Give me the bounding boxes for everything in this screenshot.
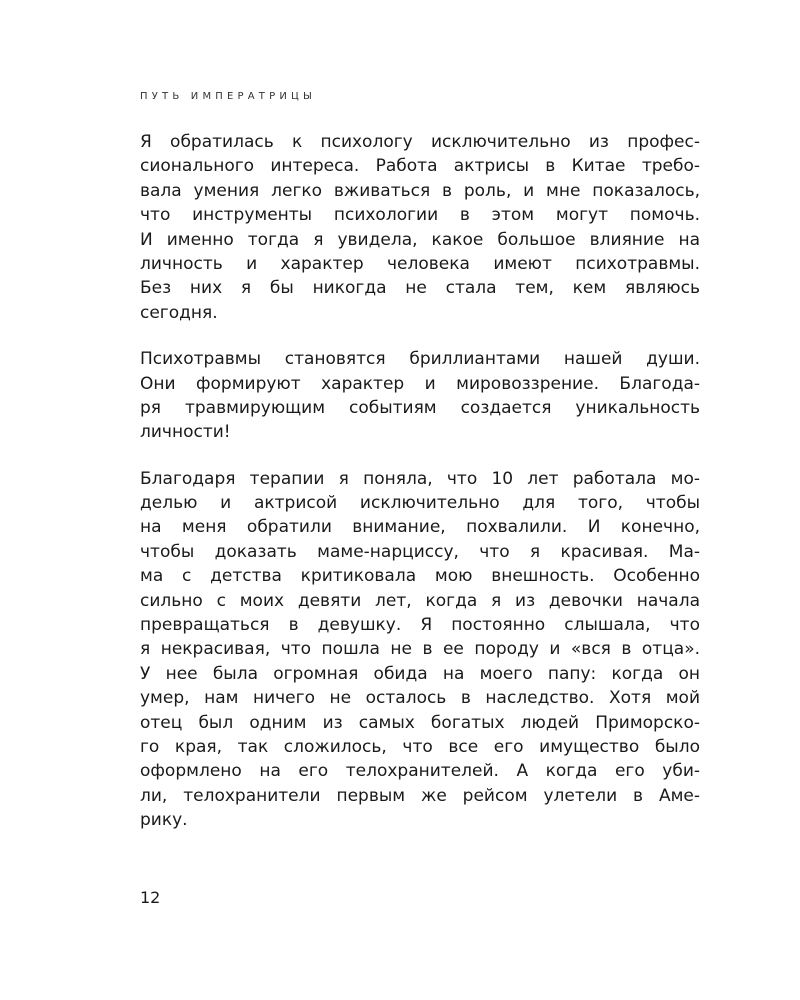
paragraph-3	[140, 467, 700, 833]
text-line: Благодаря терапии я поняла, что 10 лет работала мо-	[140, 468, 700, 489]
page-number: 12	[140, 888, 161, 907]
text-line: что инструменты психологии в этом могут помочь.	[140, 205, 700, 226]
text-line: отец был одним из самых богатых людей Приморско-	[140, 712, 700, 733]
text-line: на меня обратили внимание, похвалили. И конечно,	[140, 517, 700, 538]
text-line: оформлено на его телохранителей. А когда его уби-	[140, 761, 700, 782]
text-line: Психотравмы становятся бриллиантами нашей души.	[140, 349, 700, 370]
paragraph-1	[140, 130, 700, 325]
body-text	[140, 130, 700, 855]
text-line: сегодня.	[140, 302, 218, 323]
text-line: чтобы доказать маме-нарциссу, что я красивая. Ма-	[140, 541, 700, 562]
text-line: го края, так сложилось, что все его имущество было	[140, 736, 700, 757]
text-line: ли, телохранители первым же рейсом улетели в Аме-	[140, 785, 700, 806]
text-line: превращаться в девушку. Я постоянно слышала, что	[140, 615, 700, 636]
text-line: рику.	[140, 810, 188, 831]
text-line: личности!	[140, 422, 231, 443]
text-line: умер, нам ничего не осталось в наследство. Хотя мой	[140, 688, 700, 709]
text-line: вала умения легко вживаться в роль, и мне показалось,	[140, 180, 700, 201]
text-line: сионального интереса. Работа актрисы в Китае требо-	[140, 156, 700, 177]
text-line: делью и актрисой исключительно для того, чтобы	[140, 493, 700, 514]
running-head: ПУТЬ ИМПЕРАТРИЦЫ	[140, 91, 316, 102]
text-line: я некрасивая, что пошла не в ее породу и «вся в отца».	[140, 639, 700, 660]
text-line: Они формируют характер и мировоззрение. Благода-	[140, 373, 700, 394]
text-line: ма с детства критиковала мою внешность. Особенно	[140, 566, 700, 587]
text-line: У нее была огромная обида на моего папу: когда он	[140, 663, 700, 684]
text-line: И именно тогда я увидела, какое большое влияние на	[140, 229, 700, 250]
text-line: личность и характер человека имеют психотравмы.	[140, 253, 700, 274]
text-line: Без них я бы никогда не стала тем, кем являюсь	[140, 278, 700, 299]
text-line: ря травмирующим событиям создается уникальность	[140, 397, 700, 418]
text-line: сильно с моих девяти лет, когда я из девочки начала	[140, 590, 700, 611]
text-line: Я обратилась к психологу исключительно из профес-	[140, 132, 700, 152]
paragraph-2	[140, 347, 700, 445]
